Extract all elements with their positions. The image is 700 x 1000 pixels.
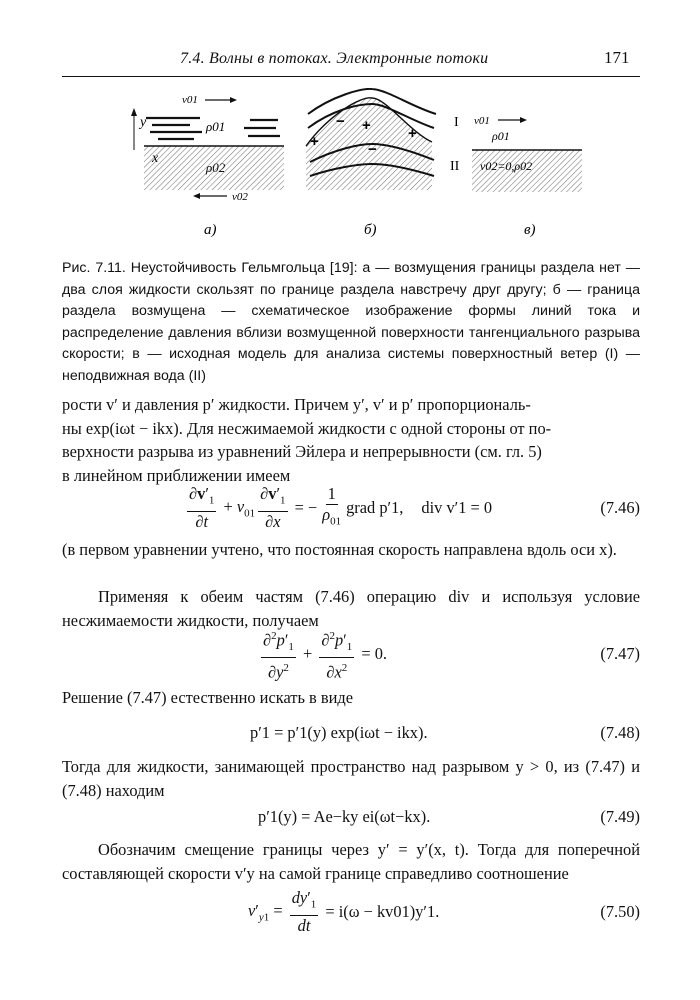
page-number: 171 [604, 48, 630, 67]
para6-text: Обозначим смещение границы через y′ = y′(x, t). Тогда для поперечной составляющей скорости v′y на самой границе справедливо соотношение [62, 840, 640, 883]
eq49-number: (7.49) [600, 807, 640, 826]
eq50-number: (7.50) [600, 902, 640, 921]
paragraph-4 [62, 686, 640, 710]
para1-line1: рости v′ и давления p′ жидкости. Причем y′, v′ и p′ пропорциональ- [62, 395, 531, 414]
panel-a-rho02: ρ02 [206, 160, 226, 175]
paragraph-1 [62, 393, 640, 487]
figure-7-11 [110, 88, 590, 248]
para4-text: Решение (7.47) естественно искать в виде [62, 688, 353, 707]
equation-7-46: $\frac{\partial v'_1}{\partial t}$ + $v_{01}$ $\frac{\partial v'_1}{\partial x}$ = − $\frac{1}{\rho_{01}}$ grad p′1, div v′1 = 0 (7.46) [189, 484, 640, 531]
eq48-number: (7.48) [600, 723, 640, 742]
header-rule [62, 76, 640, 77]
minus-bottom: − [368, 141, 377, 158]
equation-7-47: $\frac{\partial^2p'_1}{\partial y^2}$ + $\frac{\partial^2p'_1}{\partial x^2}$ = 0. (7.47) [62, 634, 640, 674]
para5-text: Тогда для жидкости, занимающей пространство над разрывом y > 0, из (7.47) и (7.48) находим [62, 757, 640, 800]
frac-d2p-dy2: $\frac{\partial^2p'_1}{\partial y^2}$ [261, 627, 296, 681]
equation-7-49 [62, 797, 640, 837]
paragraph-6 [62, 838, 640, 885]
panel-b-label: б) [364, 222, 377, 238]
eq47-rhs: = 0. [361, 644, 388, 663]
eq46-number: (7.46) [600, 498, 640, 517]
plus-right: + [408, 125, 417, 142]
eq46-grad: grad p′1, [346, 498, 404, 517]
frac-d2p-dx2: $\frac{\partial^2p'_1}{\partial x^2}$ [319, 627, 354, 681]
arrow-head [230, 97, 237, 103]
panel-c-region-II: II [450, 159, 460, 174]
panel-a-x: x [152, 151, 159, 166]
paragraph-5 [62, 755, 640, 802]
arrow-head [193, 193, 200, 199]
panel-b [306, 89, 436, 190]
panel-c-v02: v02=0,ρ02 [480, 159, 533, 173]
panel-a-v01: v01 [182, 94, 198, 106]
y-axis-arrow [131, 108, 137, 116]
panel-c-label: в) [524, 222, 536, 238]
para3-text: Применяя к обеим частям (7.46) операцию div и используя условие несжимаемости жидкости, получаем [62, 587, 640, 630]
frac-dy-dt: $\frac{dy'_1}{dt}$ [291, 888, 317, 935]
para2-text: (в первом уравнении учтено, что постоянная скорость направлена вдоль оси x). [62, 540, 617, 559]
para1-line4: в линейном приближении имеем [62, 465, 291, 485]
eq48-text: p′1 = p′1(y) exp(iωt − ikx). [250, 723, 428, 742]
equation-7-50: $v'_{y1}$ = $\frac{dy'_1}{dt}$ = i(ω − kv01)y′1. (7.50) [248, 888, 640, 935]
figure-caption [62, 258, 640, 387]
panel-a-y: y [140, 115, 147, 130]
panel-c-v01: v01 [474, 115, 490, 127]
panel-c [450, 115, 582, 192]
plus-left: + [310, 133, 319, 150]
panel-c-region-I: I [454, 115, 459, 130]
panel-a-rho01: ρ01 [206, 119, 226, 134]
para1-line2: ны exp(iωt − ikx). Для несжимаемой жидкости с одной стороны от по- [62, 418, 552, 438]
equation-7-48 [62, 713, 640, 753]
eq50-rhs: = i(ω − kv01)y′1. [325, 902, 440, 921]
paragraph-2 [62, 538, 640, 562]
para1-line3: верхности разрыва из уравнений Эйлера и непрерывности (см. гл. 5) [62, 442, 542, 461]
arrow-head [520, 117, 527, 123]
frac-dv-dt: $\frac{\partial v'_1}{\partial t}$ [189, 484, 215, 531]
caption-text: Рис. 7.11. Неустойчивость Гельмгольца [19]: а — возмущения границы раздела нет — два слоя жидкости скользят по границе раздела навстречу друг другу; б — граница раздела возмущена — схематическое изображение формы линий тока и распределение давления вблизи возмущенной поверхности тангенциального разрыва скорости; в — исходная модель для анализа системы поверхностный ветер (I) — неподвижная вода (II) [62, 260, 640, 384]
frac-1-rho: $\frac{1}{\rho_{01}}$ [322, 484, 342, 528]
panel-a-v02: v02 [232, 191, 248, 203]
plus-top: + [362, 117, 371, 134]
panel-c-rho01: ρ01 [492, 129, 510, 143]
eq47-number: (7.47) [600, 644, 640, 663]
eq46-div: div v′1 = 0 [421, 498, 493, 517]
minus-top: − [336, 113, 345, 130]
panel-a-label: а) [204, 222, 217, 238]
running-head: 7.4. Волны в потоках. Электронные потоки [180, 50, 489, 67]
frac-dv-dx: $\frac{\partial v'_1}{\partial x}$ [260, 484, 286, 531]
panel-a [131, 94, 284, 203]
paragraph-3 [62, 585, 640, 632]
eq49-text: p′1(y) = Ae−ky ei(ωt−kx). [258, 807, 431, 826]
